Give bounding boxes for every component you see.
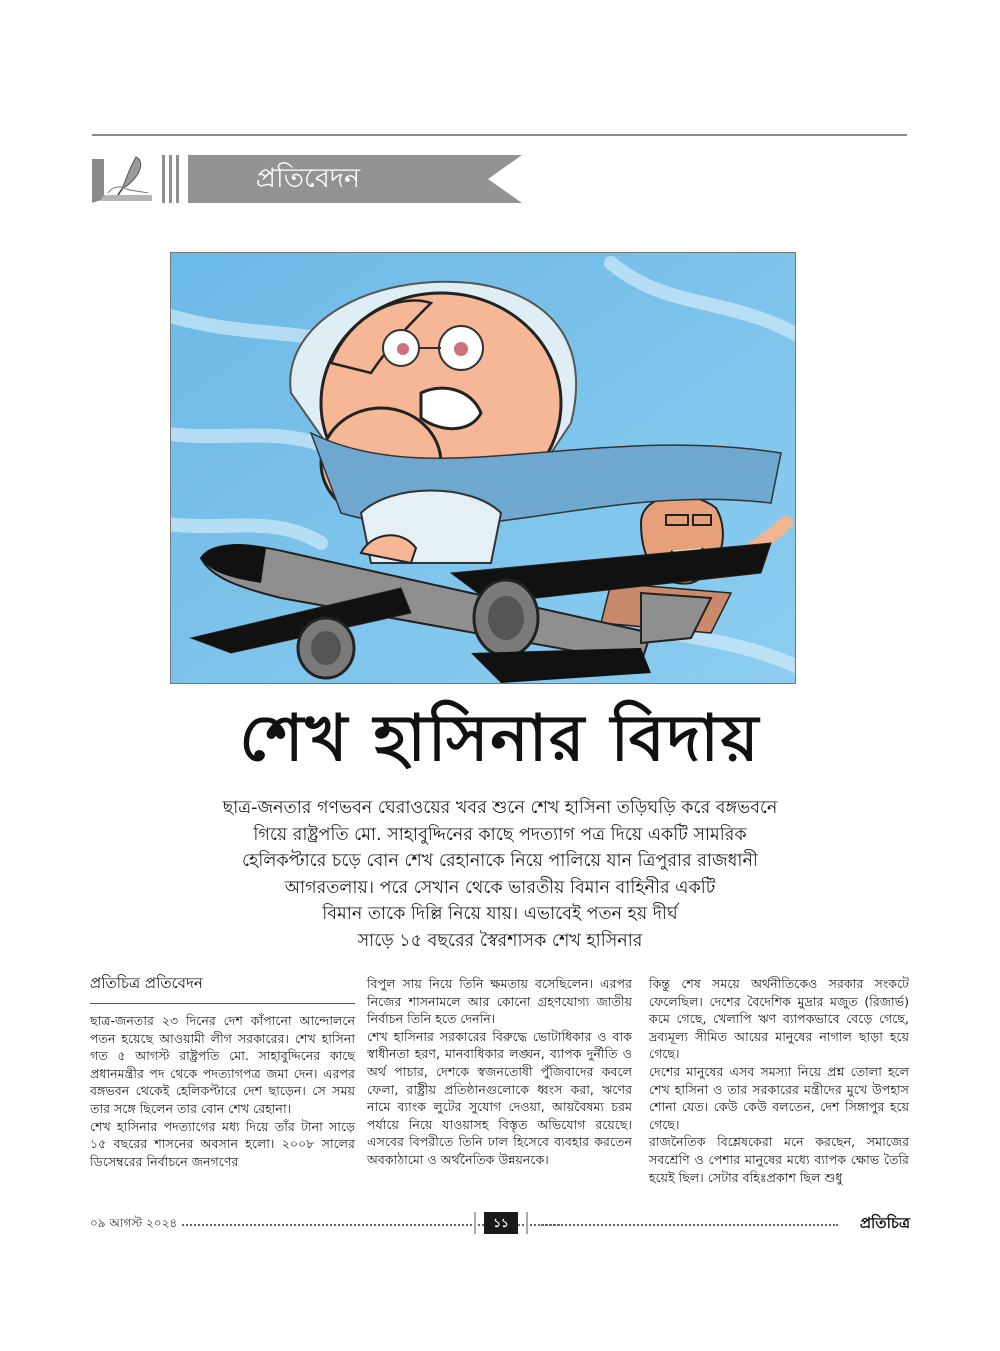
footer-dotted-rule <box>538 1218 838 1226</box>
deck-line: আগরতলায়। পরে সেখান থেকে ভারতীয় বিমান বাহিনীর একটি <box>284 877 716 898</box>
footer-separator <box>474 1212 476 1234</box>
byline: প্রতিচিত্র প্রতিবেদন <box>90 972 355 1004</box>
page-number: ১১ <box>484 1212 518 1234</box>
page-footer <box>90 1212 910 1236</box>
deck-summary <box>150 795 850 954</box>
body-column-1 <box>90 1012 355 1170</box>
paragraph: কিন্তু শেষ সময়ে অর্থনীতিকেও সরকার সংকটে ফেলেছিল। দেশের বৈদেশিক মুদ্রার মজুত (রিজার্ভ) কমে গেছে, খেলাপি ঋণ ব্যাপকভাবে বেড়ে গেছে, দ্রব্যমূল্য সীমিত আয়ের মানুষের নাগাল ছাড়া হয়ে গেছে। <box>649 976 909 1062</box>
quill-pen-hand-icon <box>92 155 156 203</box>
paragraph: শেখ হাসিনার সরকারের বিরুদ্ধে ভোটাধিকার ও বাক স্বাধীনতা হরণ, মানবাধিকার লঙ্ঘন, ব্যাপক দুর্নীতি ও অর্থ পাচার, দেশকে স্বজনতোষী পুঁজিবাদের কবলে ফেলা, রাষ্ট্রীয় প্রতিষ্ঠানগুলোকে ধ্বংস করা, ঋণের নামে ব্যাংক লুটের সুযোগ দেওয়া, আয়বৈষম্য চরম পর্যায়ে নিয়ে যাওয়াসহ বিস্তৃত অভিযোগ রয়েছে। এসবের বিপরীতে তিনি ঢাল হিসেবে ব্যবহার করতেন অবকাঠামো ও অর্থনৈতিক উন্নয়নকে। <box>367 1028 632 1167</box>
paragraph: শেখ হাসিনার পদত্যাগের মধ্য দিয়ে তাঁর টানা সাড়ে ১৫ বছরের শাসনের অবসান হলো। ২০০৮ সালের ডিসেম্বরের নির্বাচনে জনগণের <box>90 1118 355 1169</box>
paragraph: দেশের মানুষের এসব সমস্যা নিয়ে প্রশ্ন তোলা হলে শেখ হাসিনা ও তার সরকারের মন্ত্রীদের মুখে উপহাস শোনা যেত। কেউ কেউ বলতেন, দেশ সিঙ্গাপুর হয়ে গেছে। <box>649 1063 909 1132</box>
publication-logo: প্রতিচিত্র <box>859 1214 910 1232</box>
deck-line: সাড়ে ১৫ বছরের স্বৈরশাসক শেখ হাসিনার <box>357 930 643 951</box>
deck-line: গিয়ে রাষ্ট্রপতি মো. সাহাবুদ্দিনের কাছে পদত্যাগ পত্র দিয়ে একটি সামরিক <box>253 824 747 845</box>
top-rule <box>92 134 907 136</box>
deck-line: বিমান তাকে দিল্লি নিয়ে যায়। এভাবেই পতন হয় দীর্ঘ <box>322 904 678 924</box>
banner-bars <box>162 155 184 203</box>
paragraph: ছাত্র-জনতার ২৩ দিনের দেশ কাঁপানো আন্দোলনে পতন হয়েছে আওয়ামী লীগ সরকারের। শেখ হাসিনা গত ৫ আগস্ট রাষ্ট্রপতি মো. সাহাবুদ্দিনের কাছে প্রধানমন্ত্রীর পদ থেকে পদত্যাগপত্র জমা দেন। এরপর বঙ্গভবন থেকেই হেলিকপ্টারে দেশ ছাড়েন। সে সময় তার সঙ্গে ছিলেন তার বোন শেখ রেহানা। <box>90 1013 355 1116</box>
body-column-2 <box>367 975 632 1169</box>
deck-line: ছাত্র-জনতার গণভবন ঘেরাওয়ের খবর শুনে শেখ হাসিনা তড়িঘড়ি করে বঙ্গভবনে <box>222 798 778 818</box>
section-banner <box>92 155 522 203</box>
body-column-3 <box>649 975 909 1186</box>
cartoon-svg <box>171 253 795 683</box>
cartoon-illustration <box>170 252 796 684</box>
section-label: প্রতিবেদন <box>255 163 361 194</box>
paragraph: রাজনৈতিক বিশ্লেষকেরা মনে করছেন, সমাজের সবশ্রেণি ও পেশার মানুষের মধ্যে ব্যাপক ক্ষোভ তৈরি হয়েই ছিল। সেটার বহিঃপ্রকাশ ছিল শুধু <box>649 1134 909 1185</box>
footer-date: ০৯ আগস্ট ২০২৪ <box>90 1216 178 1230</box>
paragraph: বিপুল সায় নিয়ে তিনি ক্ষমতায় বসেছিলেন। এরপর নিজের শাসনামলে আর কোনো গ্রহণযোগ্য জাতীয় নির্বাচন তিনি হতে দেননি। <box>367 976 632 1027</box>
headline: শেখ হাসিনার বিদায় <box>239 701 761 776</box>
deck-line: হেলিকপ্টারে চড়ে বোন শেখ রেহানাকে নিয়ে পালিয়ে যান ত্রিপুরার রাজধানী <box>242 851 758 871</box>
footer-separator <box>526 1212 528 1234</box>
